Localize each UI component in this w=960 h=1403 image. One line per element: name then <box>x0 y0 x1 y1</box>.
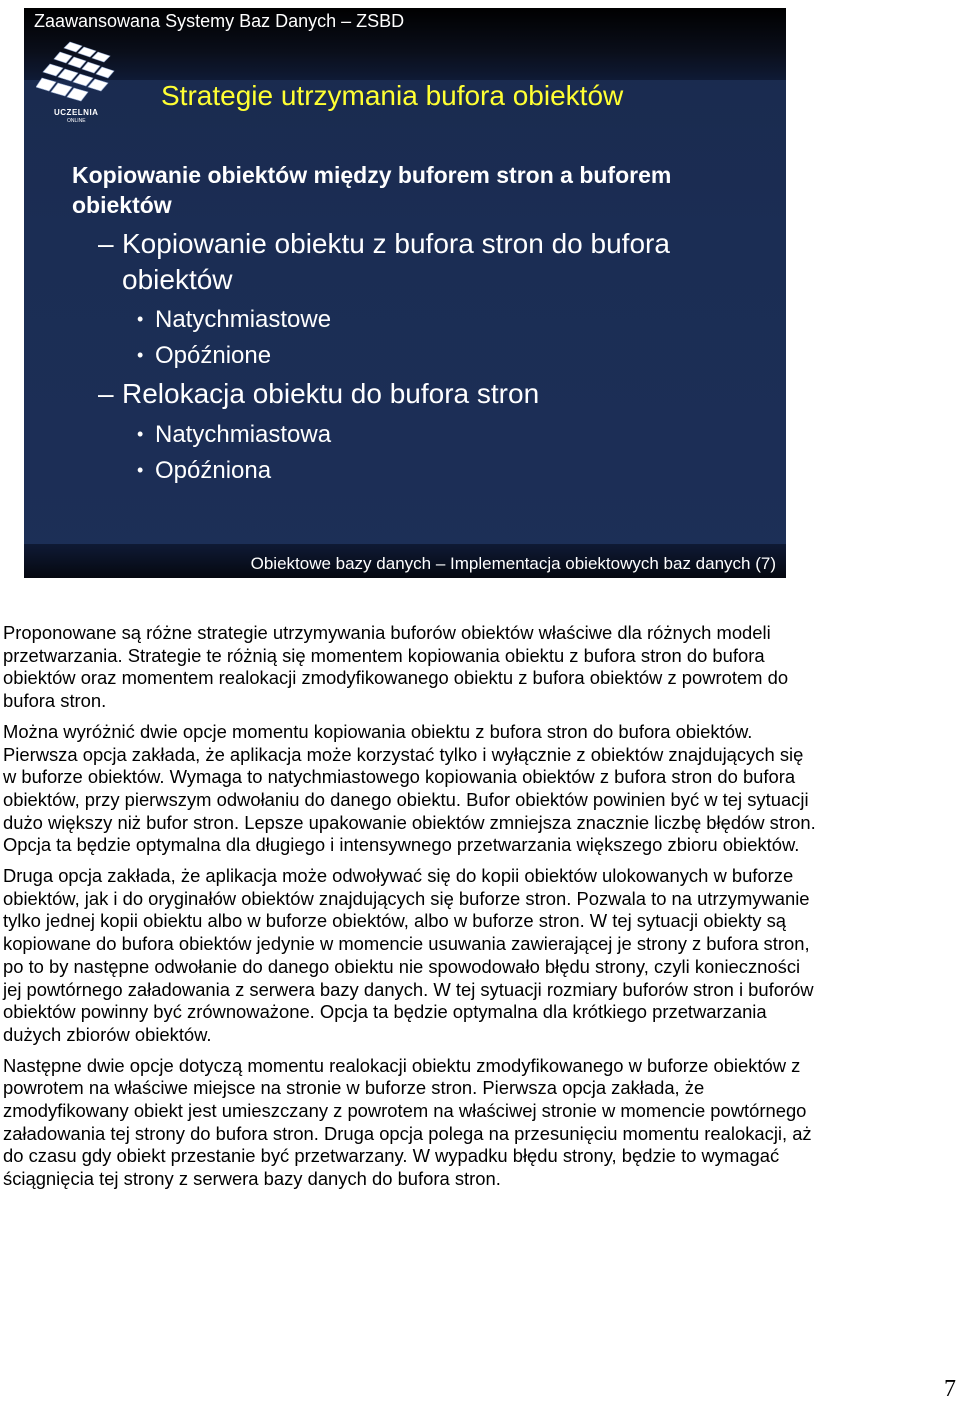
slide-title: Strategie utrzymania bufora obiektów <box>161 80 624 111</box>
bullet-label: Natychmiastowe <box>155 306 332 333</box>
slide <box>24 8 786 578</box>
notes-paragraph: Druga opcja zakłada, że aplikacja może odwoływać się do kopii obiektów ulokowanych w buforze obiektów, jak i do oryginałów obiektów znajdujących się buforze stron. Pozwala to na utrzymywanie tylko jednej kopii obiektu albo w buforze obiektów, albo w buforze stron. W tej sytuacji obiekty są kopiowane do bufora obiektów jedynie w momencie usuwania zawierającej je strony z bufora stron, po to by następne odwołanie do danego obiektu nie spowodowało błędu strony, czyli konieczności jej powtórnego załadowania z serwera bazy danych. W tej sytuacji rozmiary buforów stron i buforów obiektów powinny być zrównoważone. Opcja ta będzie optymalna dla krótkiego przetwarzania dużych zbiorów obiektów. <box>3 865 814 1045</box>
page-number: 7 <box>944 1376 956 1402</box>
bullet-dot: • <box>137 345 144 365</box>
bullet-dot: • <box>137 309 144 329</box>
bullet-label: Opóźnione <box>155 342 272 369</box>
bullet-label: Natychmiastowa <box>155 421 332 448</box>
notes-text <box>3 622 818 1199</box>
dash-item-copy <box>98 226 738 298</box>
bullet-item <box>137 304 331 335</box>
logo-subtext: ONLINE <box>67 118 86 124</box>
notes-paragraph: Proponowane są różne strategie utrzymywania buforów obiektów właściwe dla różnych modeli przetwarzania. Strategie te różnią się momentem kopiowania obiektu z bufora stron do bufora obiektów oraz momentem realokacji zmodyfikowanego obiektu z bufora obiektów z powrotem do bufora stron. <box>3 622 789 712</box>
dash-marker: – <box>98 228 114 259</box>
dash-marker: – <box>98 378 114 409</box>
slide-footer-text: Obiektowe bazy danych – Implementacja obiektowych baz danych (7) <box>250 554 776 573</box>
bullet-dot: • <box>137 424 144 444</box>
notes-paragraph: Można wyróżnić dwie opcje momentu kopiowania obiektu z bufora stron do bufora obiektów. Pierwsza opcja zakłada, że aplikacja może korzystać tylko i wyłącznie z obiektów znajdujących się w buforze obiektów. Wymaga to natychmiastowego kopiowania obiektów z bufora stron do bufora obiektów, przy pierwszym odwołaniu do danego obiektu. Bufor obiektów powinien być w tej sytuacji dużo większy niż bufor stron. Lepsze upakowanie obiektów zmniejsza znacznie liczbę błędów stron. Opcja ta będzie optymalna dla długiego i intensywnego przetwarzania większego zbioru obiektów. <box>3 720 816 856</box>
bullet-label: Opóźniona <box>155 457 272 484</box>
bullet-item <box>137 455 271 486</box>
dash-item-relocation <box>98 376 738 412</box>
dash-item-label: Relokacja obiektu do bufora stron <box>122 378 540 409</box>
bullet-item <box>137 340 271 371</box>
bullet-item <box>137 419 331 450</box>
bullet-dot: • <box>137 460 144 480</box>
dash-item-label: Kopiowanie obiektu z bufora stron do bufora obiektów <box>122 228 670 295</box>
slide-heading: Kopiowanie obiektów między buforem stron a buforem obiektów <box>72 162 672 218</box>
logo-text: UCZELNIA <box>54 108 99 117</box>
course-title: Zaawansowana Systemy Baz Danych – ZSBD <box>34 11 405 31</box>
notes-paragraph: Następne dwie opcje dotyczą momentu realokacji obiektu zmodyfikowanego w buforze obiektów z powrotem na właściwe miejsce na stronie w buforze stron. Pierwsza opcja zakłada, że zmodyfikowany obiekt jest umieszczany z powrotem na właściwej stronie w momencie powtórnego załadowania tej strony do bufora stron. Druga opcja polega na przesunięciu momentu realokacji, aż do czasu gdy obiekt przestanie być przetwarzany. W wypadku błędu strony, będzie to wymagać ściągnięcia tej strony z serwera bazy danych do bufora stron. <box>3 1054 812 1190</box>
